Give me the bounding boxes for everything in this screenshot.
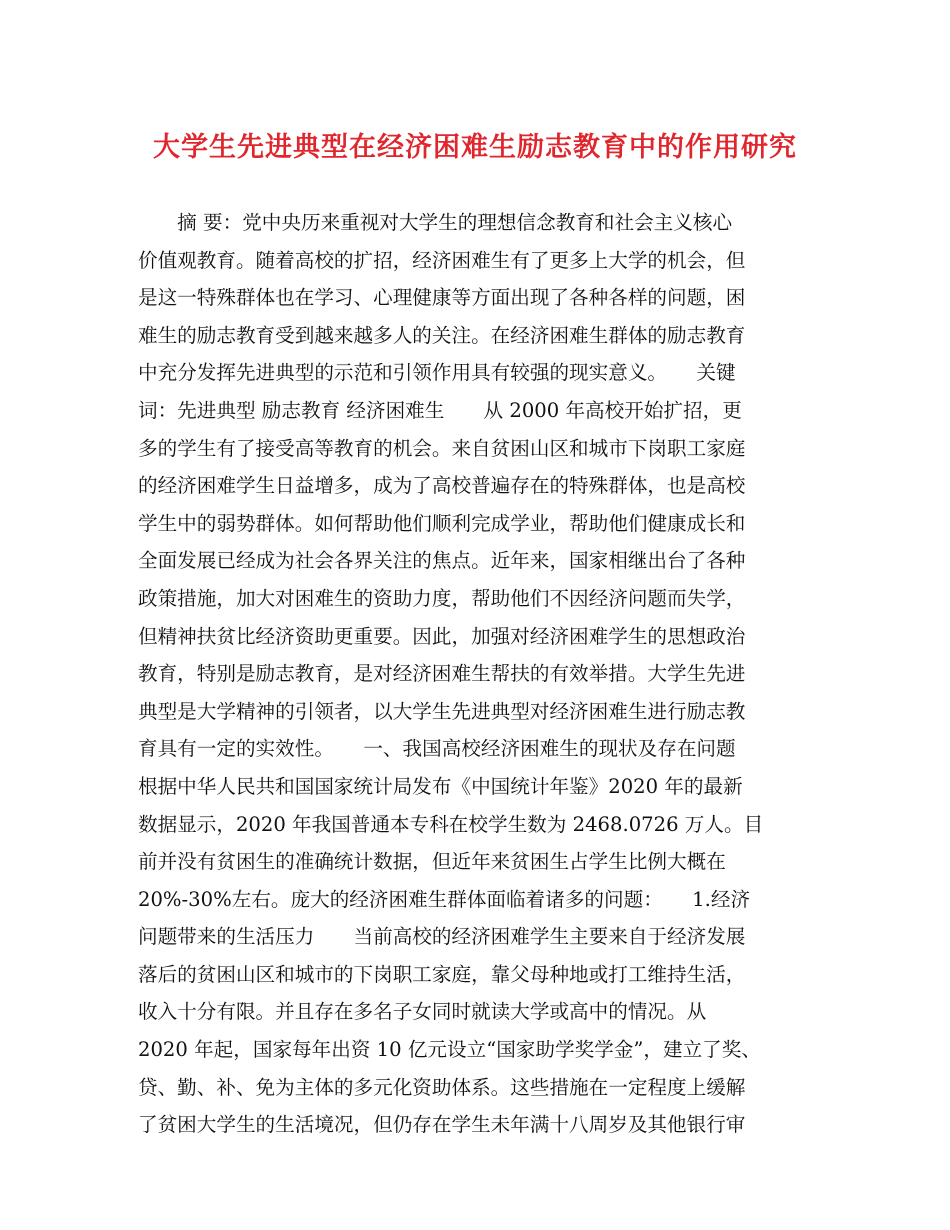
body-line: 了贫困大学生的生活境况，但仍存在学生未年满十八周岁及其他银行审 <box>138 1113 746 1137</box>
body-line: 20%-30%左右。庞大的经济困难生群体面临着诸多的问题： 1.经济 <box>138 887 751 911</box>
body-line: 多的学生有了接受高等教育的机会。来自贫困山区和城市下岗职工家庭 <box>138 436 746 460</box>
body-line: 2020 年起，国家每年出资 10 亿元设立“国家助学奖学金”，建立了奖、 <box>138 1038 761 1062</box>
body-line: 落后的贫困山区和城市的下岗职工家庭，靠父母种地或打工维持生活， <box>138 962 746 986</box>
body-line: 贷、勤、补、免为主体的多元化资助体系。这些措施在一定程度上缓解 <box>138 1075 746 1099</box>
body-line: 收入十分有限。并且存在多名子女同时就读大学或高中的情况。从 <box>138 1000 707 1024</box>
body-line: 前并没有贫困生的准确统计数据，但近年来贫困生占学生比例大概在 <box>138 850 726 874</box>
body-line: 是这一特殊群体也在学习、心理健康等方面出现了各种各样的问题，困 <box>138 286 746 310</box>
body-line: 典型是大学精神的引领者，以大学生先进典型对经济困难生进行励志教 <box>138 699 746 723</box>
body-line: 全面发展已经成为社会各界关注的焦点。近年来，国家相继出台了各种 <box>138 549 746 573</box>
body-line: 摘 要：党中央历来重视对大学生的理想信念教育和社会主义核心 <box>138 211 733 234</box>
body-line: 难生的励志教育受到越来越多人的关注。在经济困难生群体的励志教育 <box>138 323 746 347</box>
body-line: 价值观教育。随着高校的扩招，经济困难生有了更多上大学的机会，但 <box>138 248 746 272</box>
body-line: 的经济困难学生日益增多，成为了高校普遍存在的特殊群体，也是高校 <box>138 474 746 498</box>
body-line: 但精神扶贫比经济资助更重要。因此，加强对经济困难学生的思想政治 <box>138 624 746 648</box>
body-line: 育具有一定的实效性。 一、我国高校经济困难生的现状及存在问题 <box>138 737 736 761</box>
body-line: 问题带来的生活压力 当前高校的经济困难学生主要来自于经济发展 <box>138 925 746 949</box>
body-line: 教育，特别是励志教育，是对经济困难生帮扶的有效举措。大学生先进 <box>138 662 746 686</box>
body-line: 学生中的弱势群体。如何帮助他们顺利完成学业，帮助他们健康成长和 <box>138 511 746 535</box>
body-line: 根据中华人民共和国国家统计局发布《中国统计年鉴》2020 年的最新 <box>138 774 743 798</box>
body-line: 数据显示，2020 年我国普通本专科在校学生数为 2468.0726 万人。目 <box>138 812 764 836</box>
document-body <box>138 204 818 1144</box>
body-line: 政策措施，加大对困难生的资助力度，帮助他们不因经济问题而失学， <box>138 586 746 610</box>
document-title: 大学生先进典型在经济困难生励志教育中的作用研究 <box>153 132 797 163</box>
body-line: 词：先进典型 励志教育 经济困难生 从 2000 年高校开始扩招，更 <box>138 398 742 422</box>
body-line: 中充分发挥先进典型的示范和引领作用具有较强的现实意义。 关键 <box>138 361 736 385</box>
